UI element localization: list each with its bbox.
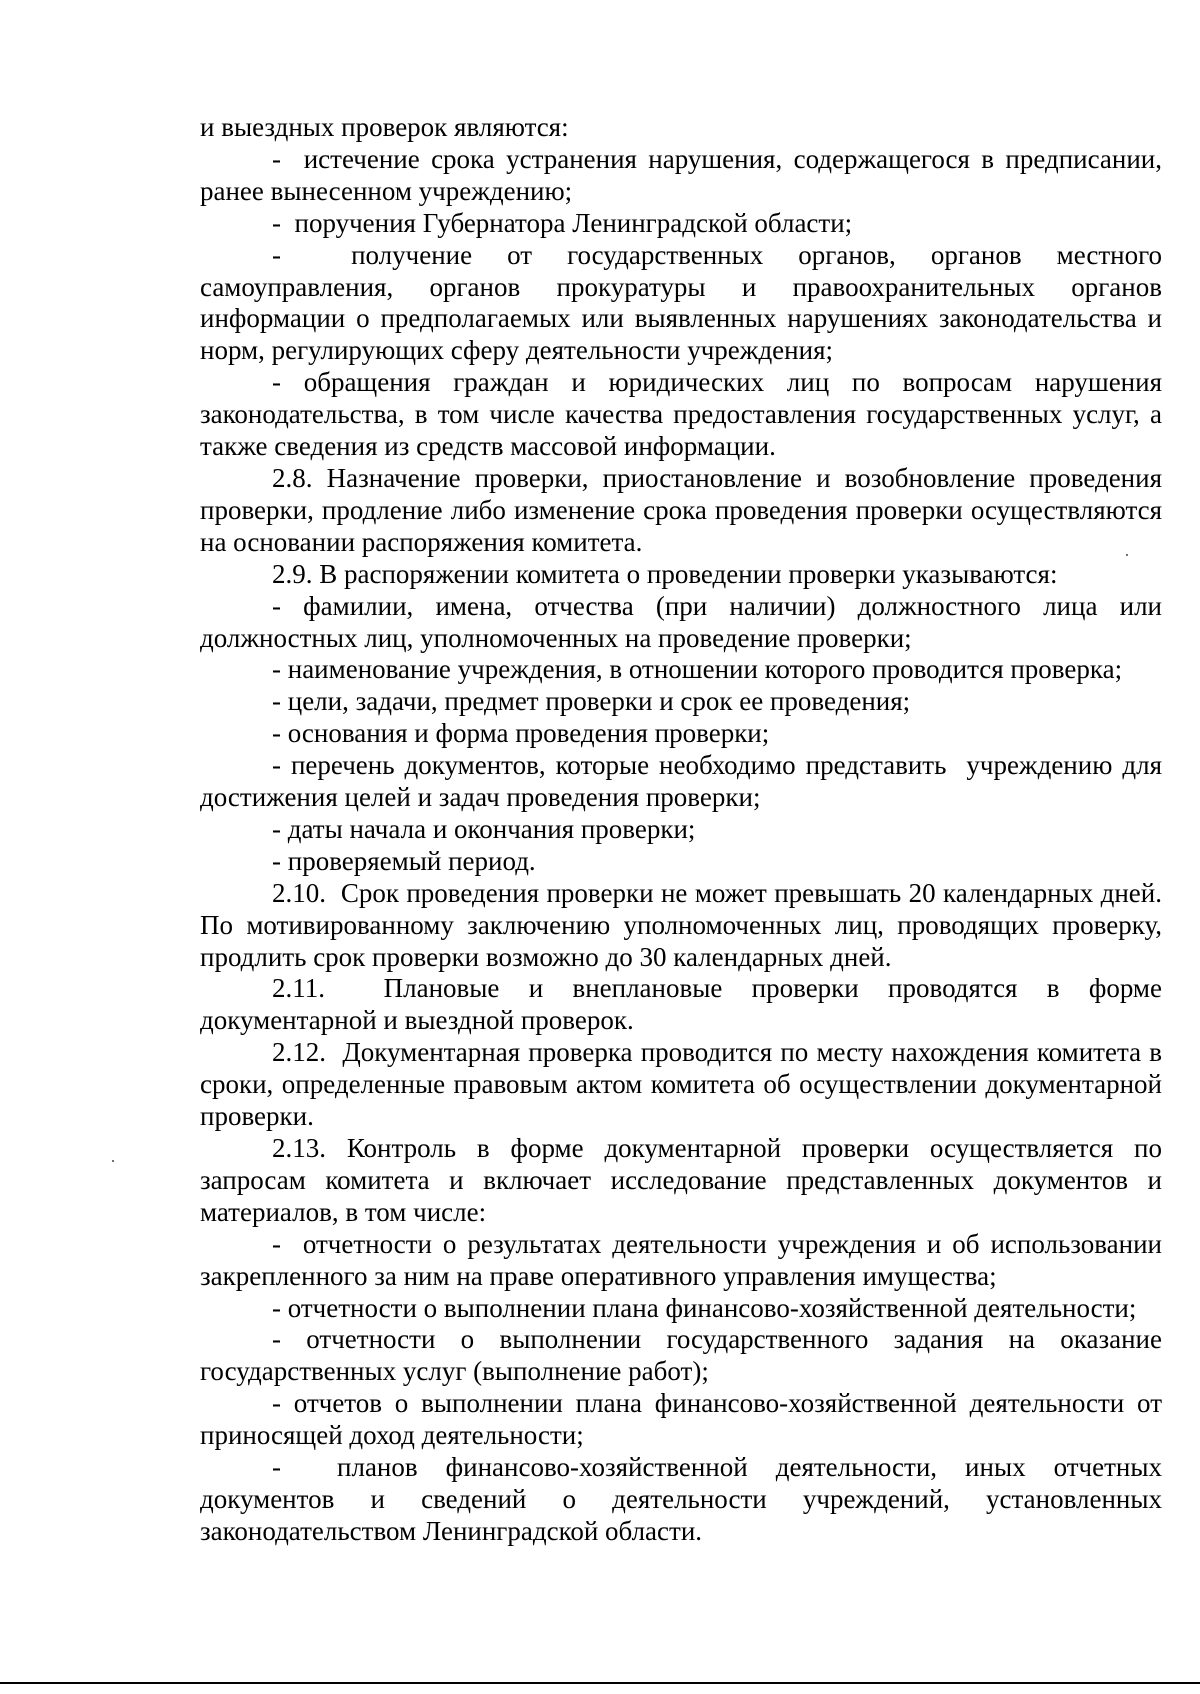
clause-2-12: 2.12. Документарная проверка проводится по месту нахождения комитета в сроки, определенные правовым актом комитета об осуществлении документарной проверки. [200,1037,1169,1132]
document-page [200,112,1169,1548]
list-item-plans-and-documents: - планов финансово-хозяйственной деятельности, иных отчетных документов и сведений о деятельности учреждений, установленных законодательством Ленинградской области. [200,1452,1169,1546]
clause-2-11: 2.11. Плановые и внеплановые проверки проводятся в форме документарной и выездной проверок. [200,973,1169,1036]
clause-2-8: 2.8. Назначение проверки, приостановление и возобновление проведения проверки, продление либо изменение срока проведения проверки осуществляются на основании распоряжения комитета. [200,462,1169,557]
list-item-plan-reports: - отчетности о выполнении плана финансово-хозяйственной деятельности; [272,1292,1137,1323]
list-item-income-reports: - отчетов о выполнении плана финансово-хозяйственной деятельности от приносящей доход деятельности; [200,1388,1169,1451]
list-item-goals: - цели, задачи, предмет проверки и срок ее проведения; [272,686,911,717]
scan-speck [1126,554,1128,556]
list-item-documents: - перечень документов, которые необходимо представить учреждению для достижения целей и задач проведения проверки; [200,750,1169,813]
list-item-deadline-expiry: - истечение срока устранения нарушения, содержащегося в предписании, ранее вынесенном учреждению; [200,143,1169,206]
list-item-governor-order: - поручения Губернатора Ленинградской области; [272,207,853,238]
clause-2-10: 2.10. Срок проведения проверки не может превышать 20 календарных дней. По мотивированному заключению уполномоченных лиц, проводящих проверку, продлить срок проверки возможно до 30 календарных дней. [200,877,1169,972]
list-item-state-task-reports: - отчетности о выполнении государственного задания на оказание государственных услуг (выполнение работ); [200,1324,1169,1387]
clause-2-9: 2.9. В распоряжении комитета о проведении проверки указываются: [272,558,1058,589]
page-bottom-rule [0,1682,1200,1684]
list-item-period: - проверяемый период. [272,845,536,876]
paragraph-continuation: и выездных проверок являются: [200,112,569,142]
scan-speck [112,1160,114,1162]
list-item-performance-reports: - отчетности о результатах деятельности учреждения и об использовании закрепленного за ним на праве оперативного управления имущества; [200,1228,1169,1291]
list-item-citizen-appeals: - обращения граждан и юридических лиц по вопросам нарушения законодательства, в том числе качества предоставления государственных услуг, а также сведения из средств массовой информации. [200,367,1169,462]
list-item-inspectors: - фамилии, имена, отчества (при наличии) должностного лица или должностных лиц, уполномоченных на проведение проверки; [200,590,1169,653]
list-item-dates: - даты начала и окончания проверки; [272,813,696,844]
clause-2-13: 2.13. Контроль в форме документарной проверки осуществляется по запросам комитета и включает исследование представленных документов и материалов, в том числе: [200,1133,1169,1227]
list-item-agency-information: - получение от государственных органов, органов местного самоуправления, органов прокуратуры и правоохранительных органов информации о предполагаемых или выявленных нарушениях законодательства и норм, регулирующих сферу деятельности учреждения; [200,239,1169,366]
list-item-grounds: - основания и форма проведения проверки; [272,718,770,749]
list-item-institution-name: - наименование учреждения, в отношении которого проводится проверка; [272,654,1123,685]
